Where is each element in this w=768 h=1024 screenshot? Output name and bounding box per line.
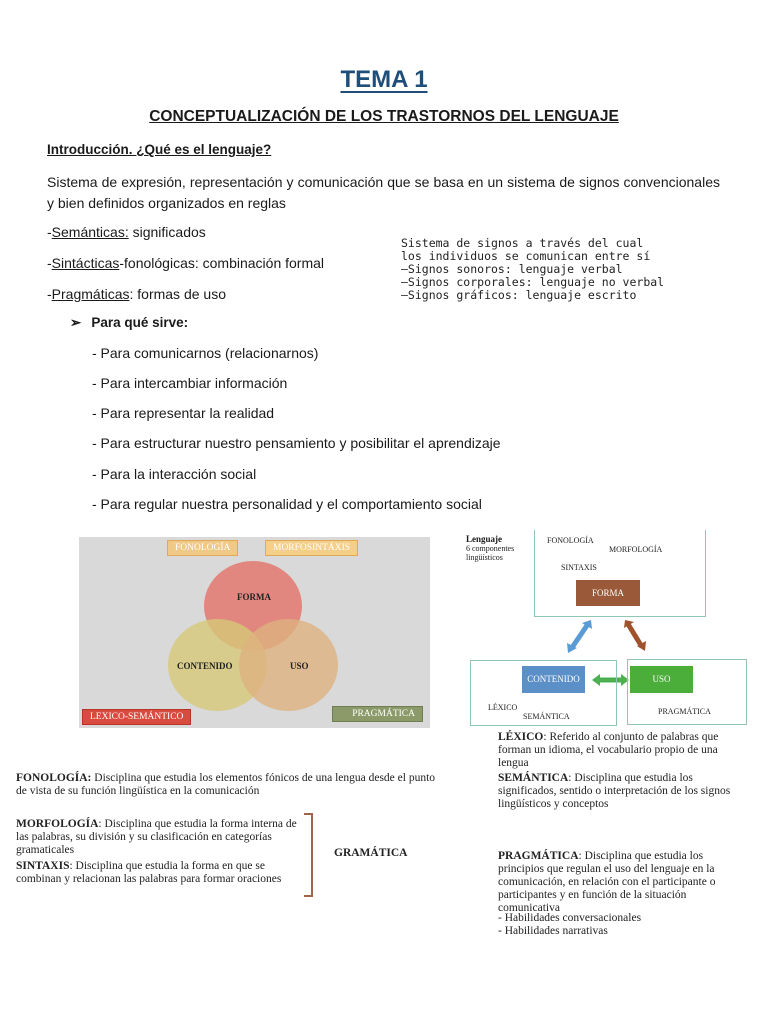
diagram-sintaxis: SINTAXIS [561, 563, 597, 572]
diagram-semantica: SEMÁNTICA [523, 712, 570, 721]
tag-pragmatica: PRAGMÁTICA [332, 706, 423, 722]
definition-morfologia: MORFOLOGÍA: Disciplina que estudia la forma interna de las palabras, su división y su clasificación en categorías gramaticales [16, 818, 297, 856]
list-item: - Habilidades conversacionales [498, 912, 642, 924]
arrow-bullet-icon: ➢ [70, 315, 82, 330]
label-forma: FORMA [237, 592, 271, 602]
uso-node: USO [630, 666, 693, 693]
page-subtitle: CONCEPTUALIZACIÓN DE LOS TRASTORNOS DEL LENGUAJE [149, 108, 619, 125]
diagram-morfologia: MORFOLOGÍA [609, 545, 663, 554]
tag-morfosintaxis: MORFOSINTÁXIS [265, 540, 358, 556]
rule-pragmaticas: -Pragmáticas: formas de uso [47, 286, 226, 302]
rule-sintacticas: -Sintácticas-fonológicas: combinación formal [47, 255, 325, 271]
arrow-forma-uso [628, 624, 642, 647]
gramatica-label: GRAMÁTICA [334, 847, 408, 859]
arrow-forma-contenido [571, 624, 588, 649]
label-uso: USO [290, 661, 309, 671]
list-item: - Para comunicarnos (relacionarnos) [92, 345, 319, 361]
label-contenido: CONTENIDO [177, 661, 233, 671]
diagram-pragmatica: PRAGMÁTICA [658, 707, 711, 716]
venn-diagram [79, 537, 430, 728]
tag-fonologia: FONOLOGÍA [167, 540, 238, 556]
list-item: - Para la interacción social [92, 466, 257, 482]
list-item: - Para regular nuestra personalidad y el comportamiento social [92, 496, 482, 512]
definition-pragmatica: PRAGMÁTICA: Disciplina que estudia los principios que regulan el uso del lenguaje en la comunicación, en relación con el participante o participantes y en función de la situación comunicativa [498, 850, 716, 914]
bracket-shape [304, 814, 312, 896]
definition-semantica: SEMÁNTICA: Disciplina que estudia los significados, sentido o interpretación de los signos lingüísticos y conceptos [498, 772, 731, 810]
rule-semanticas: -Semánticas: significados [47, 224, 206, 240]
diagram-componentes-label: 6 componentes lingüísticos [466, 544, 515, 562]
list-item: - Para representar la realidad [92, 405, 275, 421]
components-diagram [460, 528, 760, 730]
diagram-lexico: LÉXICO [488, 703, 518, 712]
contenido-node: CONTENIDO [522, 666, 585, 693]
definition-sintaxis: SINTAXIS: Disciplina que estudia la forma en que se combinan y relacionan las palabras para formar oraciones [16, 860, 282, 885]
definition-fonologia: FONOLOGÍA: Disciplina que estudia los elementos fónicos de una lengua desde el punto de vista de su función lingüística en la comunicación [16, 772, 436, 797]
definition-code-box: Sistema de signos a través del cual los individuos se comunican entre sí –Signos sonoros: lenguaje verbal –Signos corporales: lenguaje no verbal –Signos gráficos: lenguaje escrito [401, 236, 665, 302]
list-item: - Para intercambiar información [92, 375, 288, 391]
diagram-lenguaje-label: Lenguaje [466, 534, 502, 544]
definition-lexico: LÉXICO: Referido al conjunto de palabras que forman un idioma, el vocabulario propio de una lengua [498, 731, 719, 769]
purpose-heading: ➢ Para qué sirve: [70, 315, 189, 330]
circle-uso [239, 619, 338, 711]
diagram-fonologia: FONOLOGÍA [547, 536, 594, 545]
intro-paragraph: Sistema de expresión, representación y comunicación que se basa en un sistema de signos convencionales y bien definidos organizados en reglas [47, 174, 720, 211]
forma-node: FORMA [576, 580, 640, 606]
list-item: - Para estructurar nuestro pensamiento y posibilitar el aprendizaje [92, 435, 501, 451]
intro-heading: Introducción. ¿Qué es el lenguaje? [47, 142, 272, 157]
page-title: TEMA 1 [340, 66, 428, 93]
tag-lexico-semantico: LEXICO-SEMÁNTICO [82, 709, 191, 725]
brace-bracket [302, 812, 318, 898]
list-item: - Habilidades narrativas [498, 925, 608, 937]
